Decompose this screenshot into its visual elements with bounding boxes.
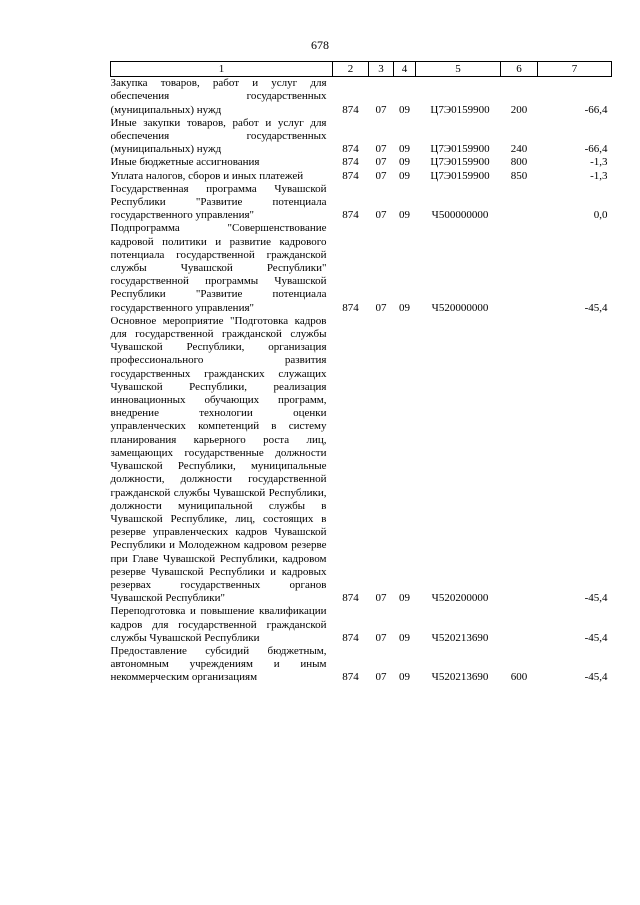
subsection-code: 09 (399, 143, 410, 156)
table-row (111, 222, 612, 314)
subsection-code: 09 (399, 103, 410, 116)
amount: -1,3 (590, 169, 608, 182)
table-row (111, 77, 612, 117)
amount: -66,4 (584, 103, 608, 116)
subsection-code: 09 (399, 169, 410, 182)
expense-type-code: 850 (510, 169, 528, 182)
row-description: Подпрограмма "Совершенствование кадровой политики и развитие кадрового потенциала государственной гражданской службы Чувашской Республики" государственной программы Чувашской Республики "Развитие потенциала государственного управления" (110, 222, 327, 314)
section-code: 07 (375, 592, 387, 605)
column-header: 5 (416, 62, 501, 77)
section-code: 07 (375, 156, 387, 169)
amount: -45,4 (584, 592, 608, 605)
row-description: Иные бюджетные ассигнования (110, 156, 260, 169)
ministry-code: 874 (342, 671, 359, 684)
expense-type-code: 800 (510, 156, 528, 169)
column-header: 4 (394, 62, 416, 77)
ministry-code: 874 (342, 592, 359, 605)
target-article-code: Ц7Э0159900 (430, 156, 490, 169)
expense-type-code: 600 (510, 671, 528, 684)
row-description: Уплата налогов, сборов и иных платежей (110, 169, 304, 182)
amount: 0,0 (593, 209, 608, 222)
subsection-code: 09 (399, 301, 410, 314)
page-number: 678 (311, 38, 329, 52)
row-description: Иные закупки товаров, работ и услуг для обеспечения государственных (муниципальных) нужд (110, 116, 327, 156)
subsection-code: 09 (399, 209, 410, 222)
target-article-code: Ч520213690 (431, 671, 489, 684)
target-article-code: Ч520213690 (431, 631, 489, 644)
row-description: Предоставление субсидий бюджетным, автономным учреждениям и иным некоммерческим организациям (110, 644, 327, 684)
ministry-code: 874 (342, 156, 359, 169)
section-code: 07 (375, 301, 387, 314)
ministry-code: 874 (342, 143, 359, 156)
target-article-code: Ц7Э0159900 (430, 169, 490, 182)
table-header-row (111, 62, 612, 77)
amount: -45,4 (584, 631, 608, 644)
expense-type-code: 240 (510, 143, 528, 156)
section-code: 07 (375, 631, 387, 644)
table-row (111, 645, 612, 685)
ministry-code: 874 (342, 169, 359, 182)
ministry-code: 874 (342, 631, 359, 644)
table-row (111, 117, 612, 157)
target-article-code: Ч520200000 (431, 592, 489, 605)
row-description: Закупка товаров, работ и услуг для обеспечения государственных (муниципальных) нужд (110, 77, 327, 116)
row-description: Государственная программа Чувашской Республики "Развитие потенциала государственного управления" (110, 182, 327, 222)
subsection-code: 09 (399, 592, 410, 605)
table-row (111, 156, 612, 169)
section-code: 07 (375, 143, 387, 156)
target-article-code: Ч520000000 (431, 301, 489, 314)
target-article-code: Ц7Э0159900 (430, 103, 490, 116)
row-description: Переподготовка и повышение квалификации кадров для государственной гражданской службы Чувашской Республики (110, 605, 327, 644)
section-code: 07 (375, 209, 387, 222)
amount: -1,3 (590, 156, 608, 169)
section-code: 07 (375, 103, 387, 116)
column-header: 1 (111, 62, 333, 77)
column-header: 7 (538, 62, 612, 77)
section-code: 07 (375, 169, 387, 182)
amount: -45,4 (584, 671, 608, 684)
target-article-code: Ч500000000 (431, 209, 489, 222)
subsection-code: 09 (399, 631, 410, 644)
budget-table (110, 61, 612, 685)
column-header: 6 (501, 62, 538, 77)
table-row (111, 170, 612, 183)
expense-type-code (501, 605, 538, 645)
expense-type-code (501, 315, 538, 605)
expense-type-code (501, 183, 538, 223)
section-code: 07 (375, 671, 387, 684)
subsection-code: 09 (399, 671, 410, 684)
column-header: 2 (333, 62, 369, 77)
table-row (111, 183, 612, 223)
subsection-code: 09 (399, 156, 410, 169)
table-row (111, 315, 612, 605)
expense-type-code (501, 222, 538, 314)
ministry-code: 874 (342, 209, 359, 222)
expense-type-code: 200 (510, 103, 528, 116)
amount: -66,4 (584, 143, 608, 156)
column-header: 3 (369, 62, 394, 77)
amount: -45,4 (584, 301, 608, 314)
row-description: Основное мероприятие "Подготовка кадров для государственной гражданской службы Чувашской Республики, организация профессионального развития государственных гражданских служащих Чувашской Республики, реализация инновационных обучающих программ, внедрение технологии оценки управленческих компетенций в систему планирования карьерного роста лиц, замещающих государственные должности Чувашской Республики, муниципальные должности, должности государственной гражданской службы Чувашской Республики, должности муниципальной службы в Чувашской Республике, лиц, состоящих в резерве управленческих кадров Чувашской Республики и Молодежном кадровом резерве при Главе Чувашской Республики, кадровом резерве Чувашской Республики и кадровых резервах государственных органов Чувашской Республики" (110, 314, 327, 605)
target-article-code: Ц7Э0159900 (430, 143, 490, 156)
ministry-code: 874 (342, 103, 359, 116)
table-row (111, 605, 612, 645)
ministry-code: 874 (342, 301, 359, 314)
